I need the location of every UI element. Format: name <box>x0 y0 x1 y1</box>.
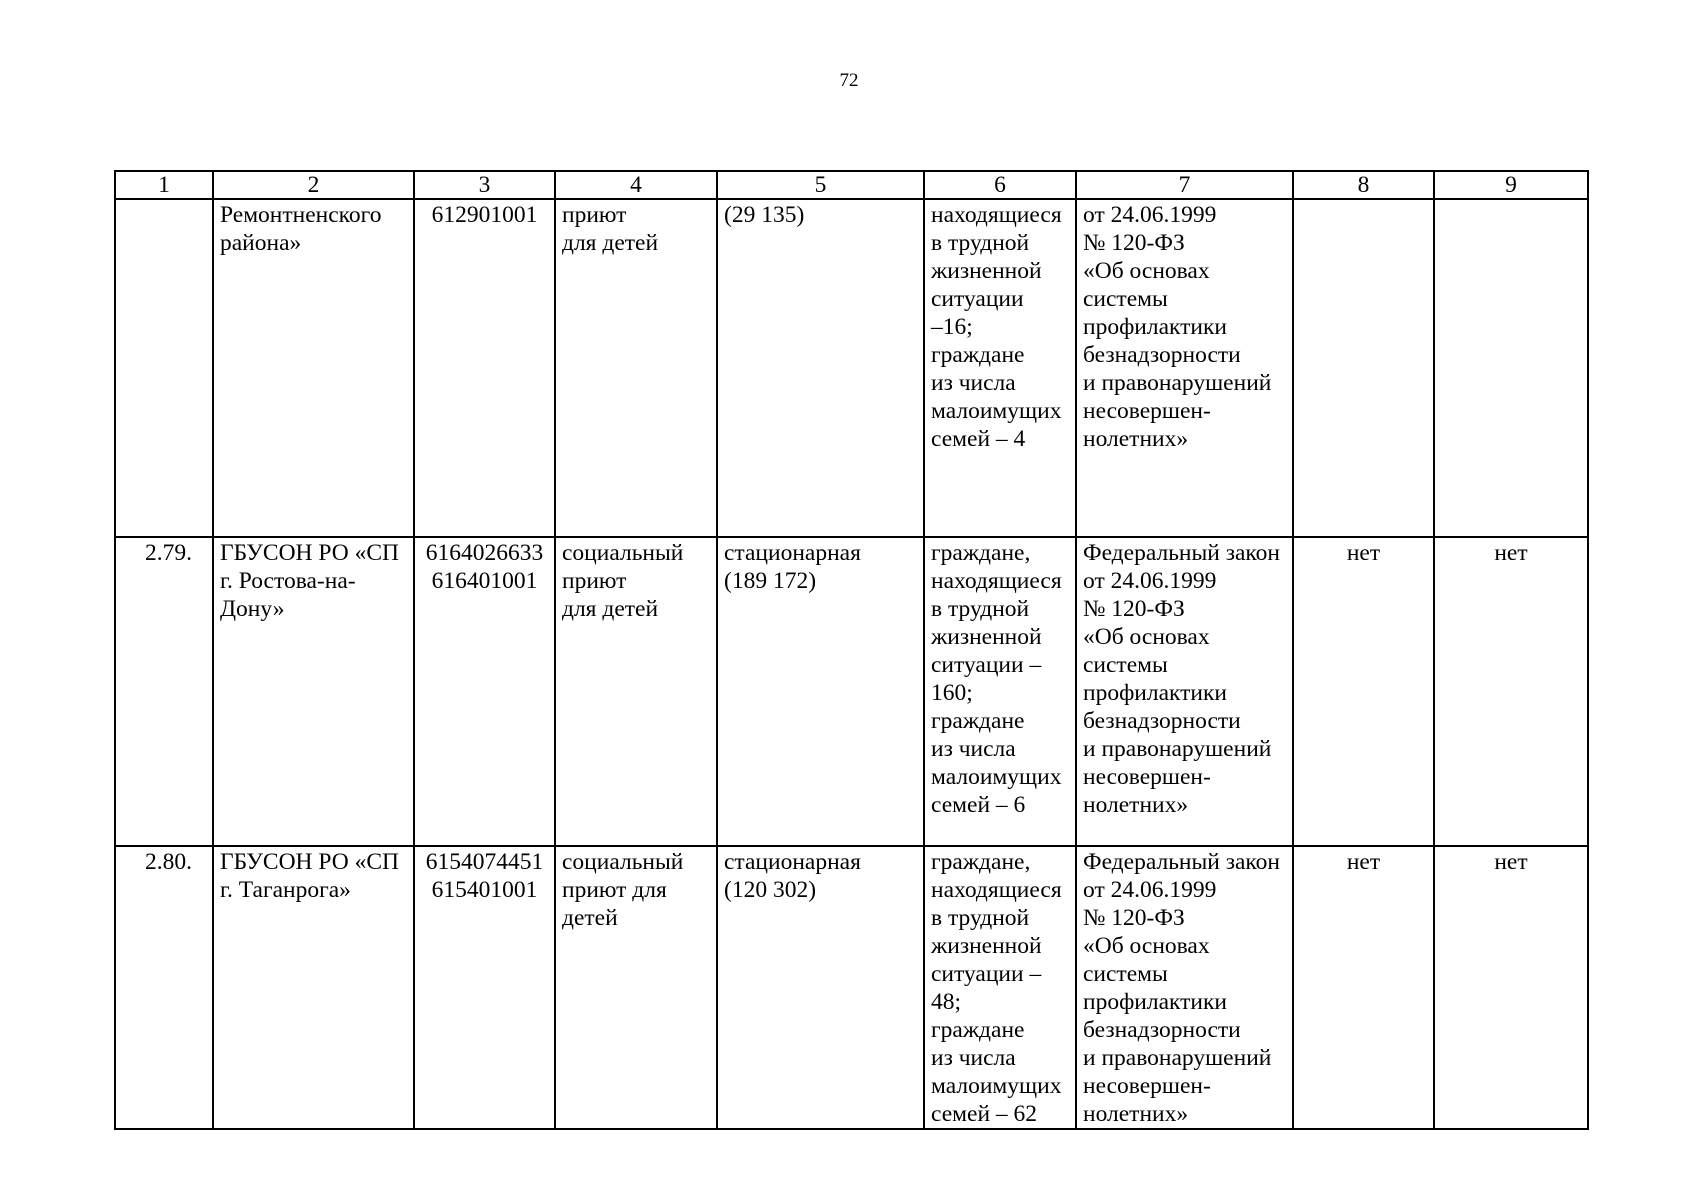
service-form-cell: стационарная (189 172) <box>717 537 924 846</box>
column-header: 2 <box>213 171 414 199</box>
column-header: 5 <box>717 171 924 199</box>
organization-name-cell: Ремонтненского района» <box>213 199 414 537</box>
column-header: 3 <box>414 171 555 199</box>
column-header: 9 <box>1434 171 1588 199</box>
law-cell: Федеральный закон от 24.06.1999 № 120-ФЗ «Об основах системы профилактики безнадзорности и правонарушений несовершен- нолетних» <box>1076 846 1293 1129</box>
service-form-cell: (29 135) <box>717 199 924 537</box>
column-header: 4 <box>555 171 717 199</box>
row-number-cell: 2.80. <box>115 846 213 1129</box>
recipients-cell: граждане, находящиеся в трудной жизненной ситуации – 48; граждане из числа малоимущих семей – 62 <box>924 846 1076 1129</box>
law-cell: от 24.06.1999 № 120-ФЗ «Об основах системы профилактики безнадзорности и правонарушений несовершен- нолетних» <box>1076 199 1293 537</box>
service-form-cell: стационарная (120 302) <box>717 846 924 1129</box>
table-row <box>115 846 1588 1129</box>
recipients-cell: находящиеся в трудной жизненной ситуации –16; граждане из числа малоимущих семей – 4 <box>924 199 1076 537</box>
column-header: 1 <box>115 171 213 199</box>
table-row <box>115 537 1588 846</box>
column-9-cell: нет <box>1434 846 1588 1129</box>
column-8-cell <box>1293 199 1434 537</box>
column-8-cell: нет <box>1293 537 1434 846</box>
row-number-cell: 2.79. <box>115 537 213 846</box>
institution-type-cell: социальный приют для детей <box>555 537 717 846</box>
law-cell: Федеральный закон от 24.06.1999 № 120-ФЗ «Об основах системы профилактики безнадзорности и правонарушений несовершен- нолетних» <box>1076 537 1293 846</box>
codes-cell: 6154074451 615401001 <box>414 846 555 1129</box>
table-row <box>115 199 1588 537</box>
column-header: 6 <box>924 171 1076 199</box>
table-header-row <box>115 171 1588 199</box>
column-header: 8 <box>1293 171 1434 199</box>
column-9-cell: нет <box>1434 537 1588 846</box>
column-8-cell: нет <box>1293 846 1434 1129</box>
organization-name-cell: ГБУСОН РО «СП г. Таганрога» <box>213 846 414 1129</box>
institution-type-cell: приют для детей <box>555 199 717 537</box>
column-header: 7 <box>1076 171 1293 199</box>
codes-cell: 612901001 <box>414 199 555 537</box>
row-number-cell <box>115 199 213 537</box>
document-table <box>114 170 1589 1130</box>
recipients-cell: граждане, находящиеся в трудной жизненной ситуации – 160; граждане из числа малоимущих семей – 6 <box>924 537 1076 846</box>
codes-cell: 6164026633 616401001 <box>414 537 555 846</box>
page-number: 72 <box>839 70 859 91</box>
column-9-cell <box>1434 199 1588 537</box>
organization-name-cell: ГБУСОН РО «СП г. Ростова-на- Дону» <box>213 537 414 846</box>
institution-type-cell: социальный приют для детей <box>555 846 717 1129</box>
